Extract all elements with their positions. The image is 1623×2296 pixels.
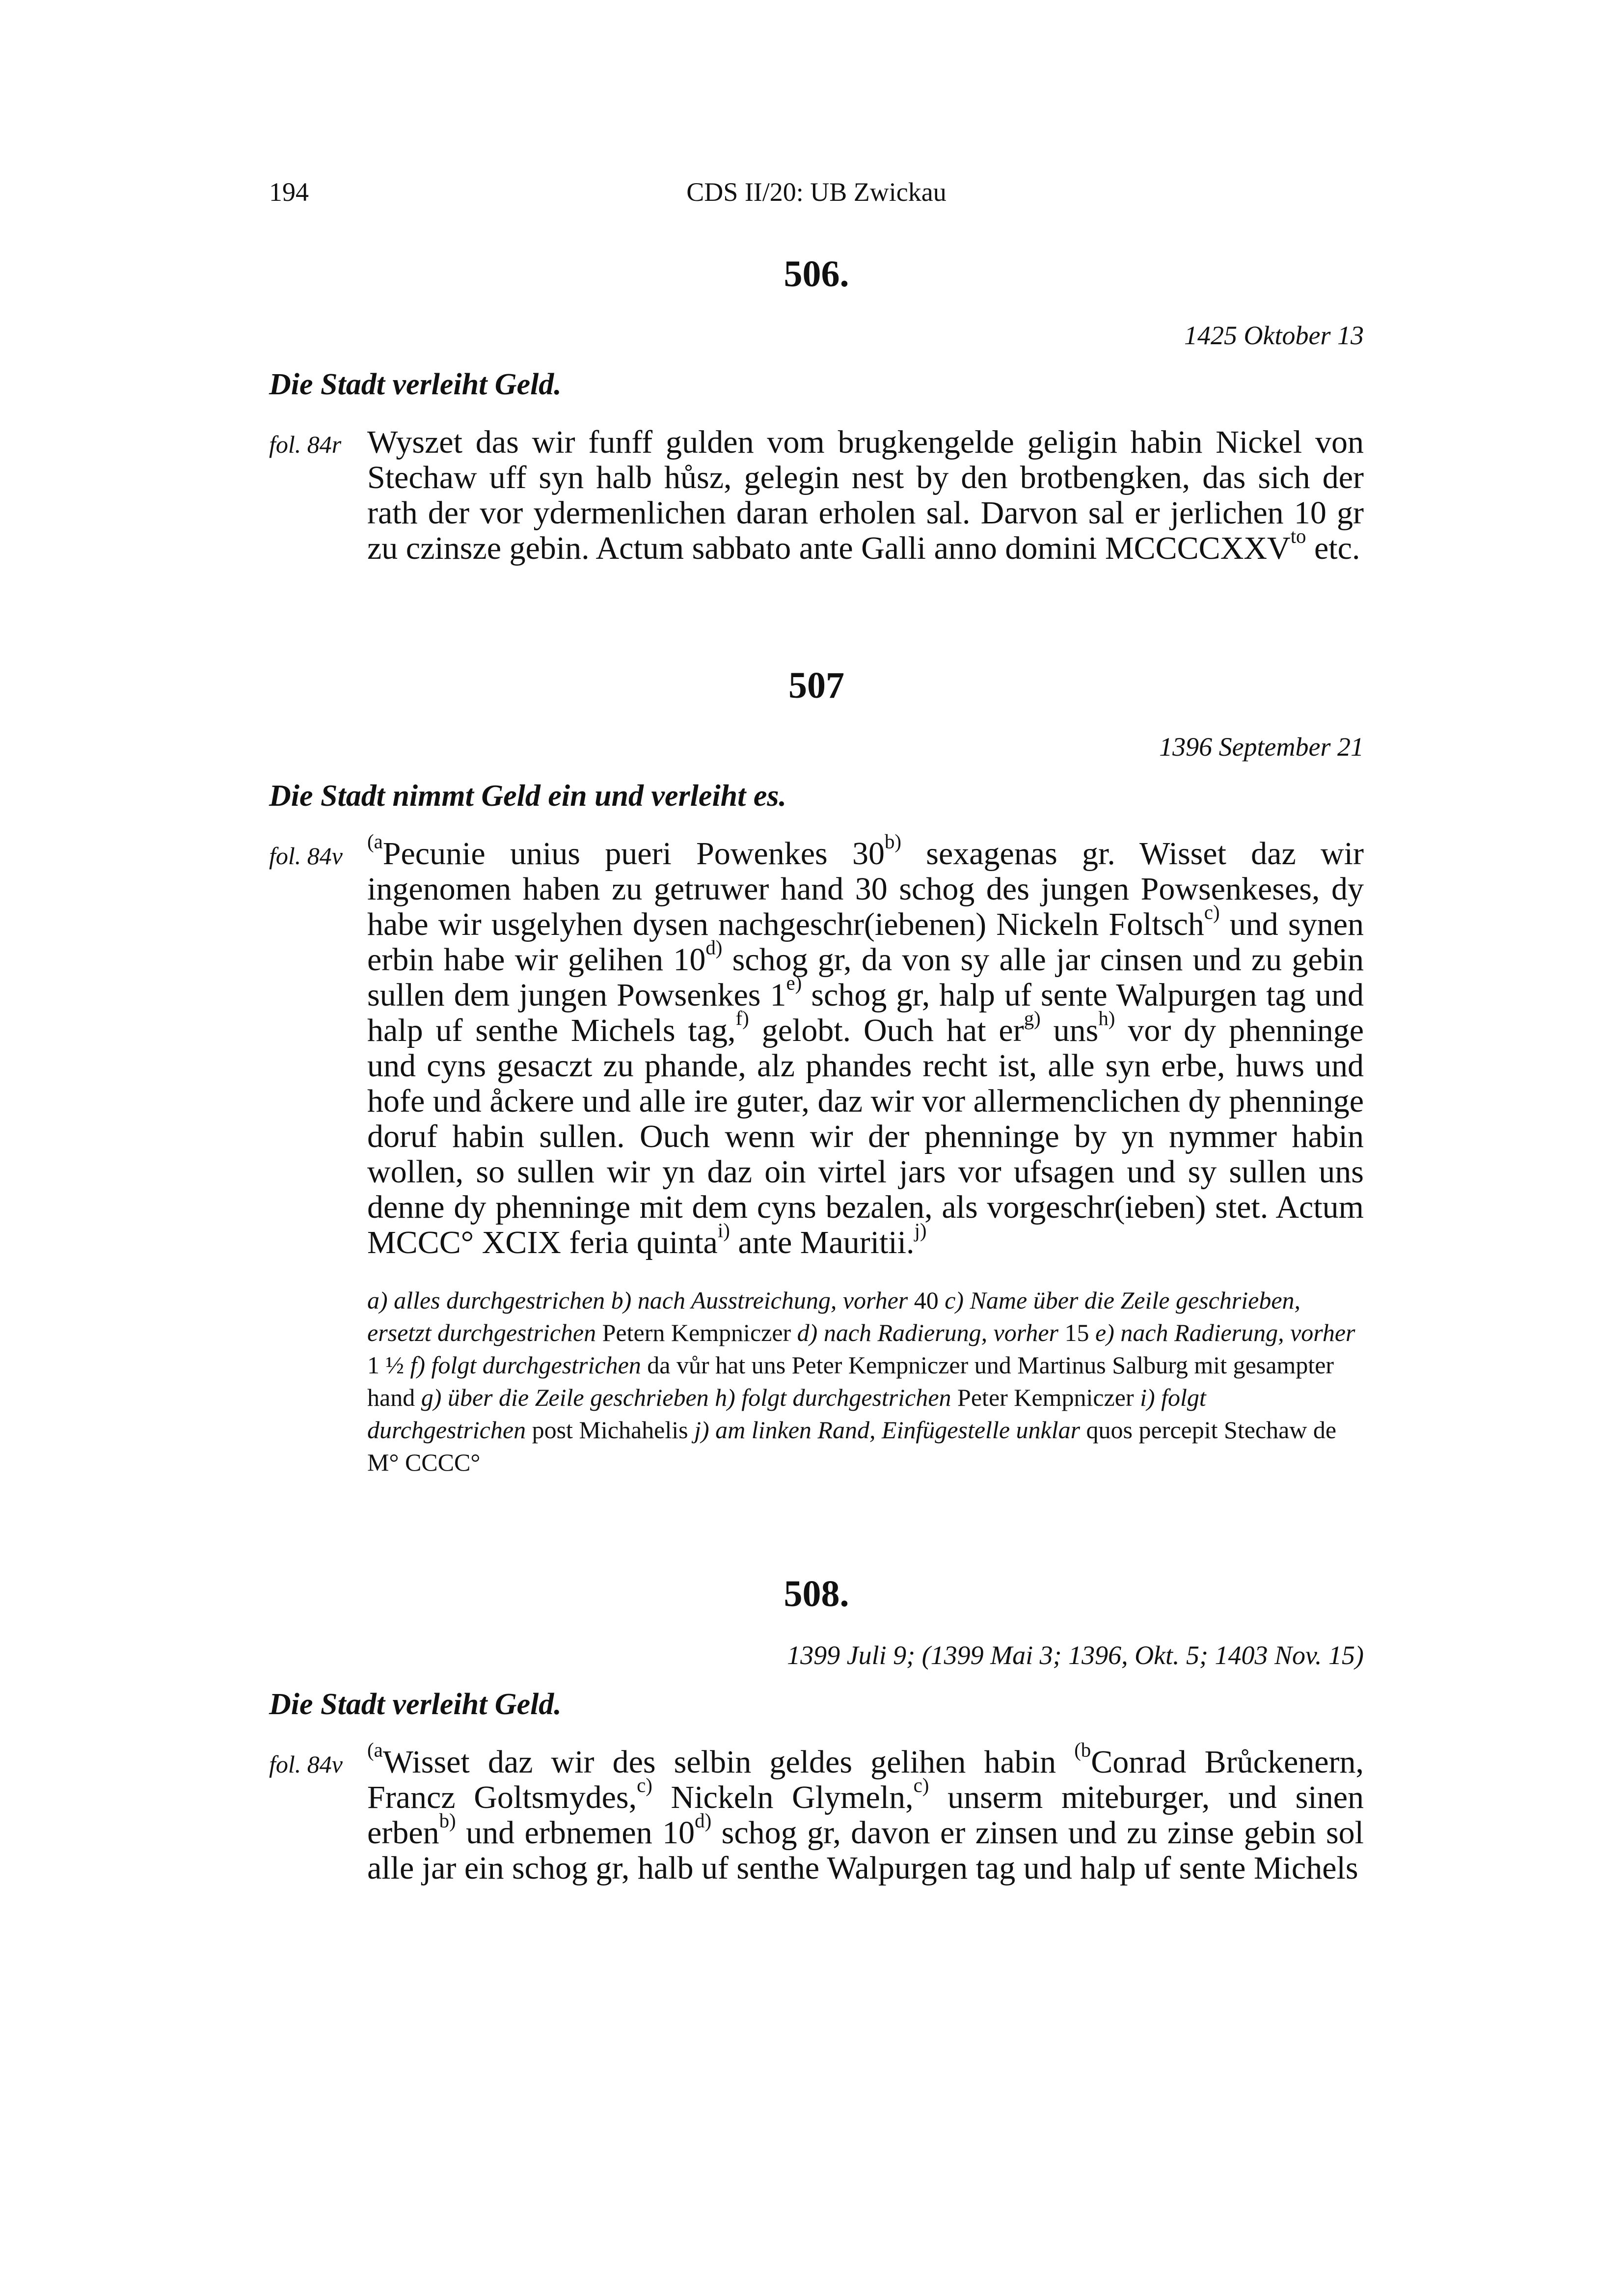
note-mark: d) (695, 1809, 712, 1832)
document-heading: Die Stadt verleiht Geld. (269, 1688, 562, 1721)
text-run: Conrad Brůckenern, Francz Goltsmydes, (367, 1744, 1364, 1815)
text-run: sexagenas gr. Wisset daz wir ingenomen haben zu getruwer hand 30 schog des jungen Powsenkeses, dy habe wir usgelyhen dysen nachgeschr(iebenen) Nickeln Foltsch (367, 836, 1364, 942)
apparatus-reading: Petern Kempniczer (596, 1319, 797, 1346)
text-run: schog gr, da von sy alle jar cinsen und zu gebin sullen dem jungen Powsenkes 1 (367, 942, 1364, 1013)
page-number: 194 (269, 177, 309, 207)
document-date: 1399 Juli 9; (1399 Mai 3; 1396, Okt. 5; 1403 Nov. 15) (787, 1640, 1364, 1670)
running-title: CDS II/20: UB Zwickau (686, 177, 947, 207)
note-mark: (b (1074, 1739, 1091, 1761)
apparatus-reading: quos percepit Stechaw de M° CCCC° (367, 1416, 1337, 1476)
document-text (269, 425, 1364, 566)
text-run: schog gr, davon er zinsen und zu zinse gebin sol alle jar ein schog gr, halb uf senthe Walpurgen tag und halp uf sente Michels (367, 1815, 1364, 1886)
text-run: Wyszet das wir funff gulden vom brugkengelde geligin habin Nickel von Stechaw uff syn halb h (367, 424, 1364, 495)
text-run: Pecunie unius pueri Powenkes 30 (382, 836, 885, 872)
text-run: sz, gelegin nest by den brotbengken, das sich der rath der vor ydermenlichen daran erholen sal. Darvon sal er jerlichen 10 gr zu czinsze gebin. Actum sabbato ante Galli anno domini MCCCCXXV (367, 460, 1364, 566)
apparatus-reading: 1 ½ (367, 1351, 410, 1379)
text-run: und erbnemen 10 (456, 1815, 695, 1851)
apparatus-reading: Peter Kempniczer (951, 1384, 1140, 1411)
apparatus-note: a) alles durchgestrichen b) nach Ausstreichung, vorher (367, 1286, 908, 1314)
note-mark: c) (913, 1774, 929, 1797)
u-ring-letter: ů (680, 460, 697, 495)
apparatus-reading: 40 (908, 1286, 945, 1314)
text-run: Wisset daz wir des selbin geldes gelihen habin (382, 1744, 1075, 1780)
document-heading: Die Stadt nimmt Geld ein und verleiht es. (269, 779, 787, 813)
folio-marker: fol. 84v (269, 1750, 343, 1778)
apparatus-note: f) folgt durchgestrichen (410, 1351, 641, 1379)
note-mark: c) (1204, 901, 1220, 924)
document-heading: Die Stadt verleiht Geld. (269, 368, 562, 401)
note-mark: f) (735, 1007, 749, 1030)
text-run: unserm miteburger, und sinen erben (367, 1779, 1364, 1851)
document-number: 508. (784, 1573, 849, 1614)
note-mark: h) (1098, 1007, 1115, 1030)
apparatus-note: g) über die Zeile geschrieben h) folgt durchgestrichen (421, 1384, 951, 1411)
document-text (269, 830, 1364, 1260)
text-run: ante Mauritii. (730, 1225, 915, 1260)
document-506 (269, 255, 1364, 566)
document-date: 1396 September 21 (1159, 732, 1364, 762)
folio-marker: fol. 84v (269, 842, 343, 870)
text-run: schog gr, halp uf sente Walpurgen tag und halp uf senthe Michels tag, (367, 977, 1364, 1048)
apparatus-note: d) nach Radierung, vorher (797, 1319, 1058, 1346)
text-run: etc. (1306, 530, 1360, 566)
note-mark: b) (439, 1809, 456, 1832)
apparatus-note: e) nach Radierung, vorher (1095, 1319, 1355, 1346)
apparatus-note: j) am linken Rand, Einfügestelle unklar (694, 1416, 1081, 1444)
document-text (269, 1739, 1364, 1886)
superscript: to (1290, 525, 1306, 547)
note-mark: (a (367, 830, 383, 853)
note-mark: c) (637, 1774, 652, 1797)
apparatus-reading: 15 (1058, 1319, 1095, 1346)
text-run: vor dy phenninge und cyns gesaczt zu phande, alz phandes recht ist, alle syn erbe, huws und hofe und åckere und alle ire guter, daz wir vor allermenclichen dy phenninge doruf habin sullen. Ouch wenn wir der phenninge by yn nymmer habin wollen, so sullen wir yn daz oin virtel jars vor ufsagen und sy sullen uns denne dy phenninge mit dem cyns bezalen, als vorgeschr(ieben) stet. Actum MCCC° XCIX feria quinta (367, 1012, 1364, 1260)
apparatus-note: c) Name über die Zeile geschrieben, ersetzt durchgestrichen (367, 1286, 1301, 1346)
document-number: 507 (788, 665, 844, 706)
note-mark: e) (786, 972, 802, 994)
apparatus-note: i) folgt durchgestrichen (367, 1384, 1206, 1444)
document-507 (269, 667, 1364, 1478)
text-run: uns (1040, 1012, 1099, 1048)
note-mark: i) (717, 1219, 730, 1242)
folio-marker: fol. 84r (269, 431, 342, 458)
text-run: gelobt. Ouch hat er (749, 1012, 1024, 1048)
apparatus-reading: da vůr hat uns Peter Kempniczer und Martinus Salburg mit gesampter hand (367, 1351, 1334, 1411)
apparatus-reading: post Michahelis (526, 1416, 695, 1444)
note-mark: (a (367, 1739, 383, 1761)
text-run: Nickeln Glymeln, (652, 1779, 914, 1815)
note-mark: d) (705, 936, 723, 959)
note-mark: g) (1024, 1007, 1041, 1030)
running-head (269, 177, 1364, 216)
text-run: und synen erbin habe wir gelihen 10 (367, 906, 1364, 978)
document-number: 506. (784, 253, 849, 295)
note-mark: b) (884, 830, 902, 853)
document-508 (269, 1575, 1364, 1886)
document-date: 1425 Oktober 13 (1184, 321, 1364, 350)
critical-apparatus (269, 1284, 1364, 1478)
note-mark: j) (914, 1219, 927, 1242)
